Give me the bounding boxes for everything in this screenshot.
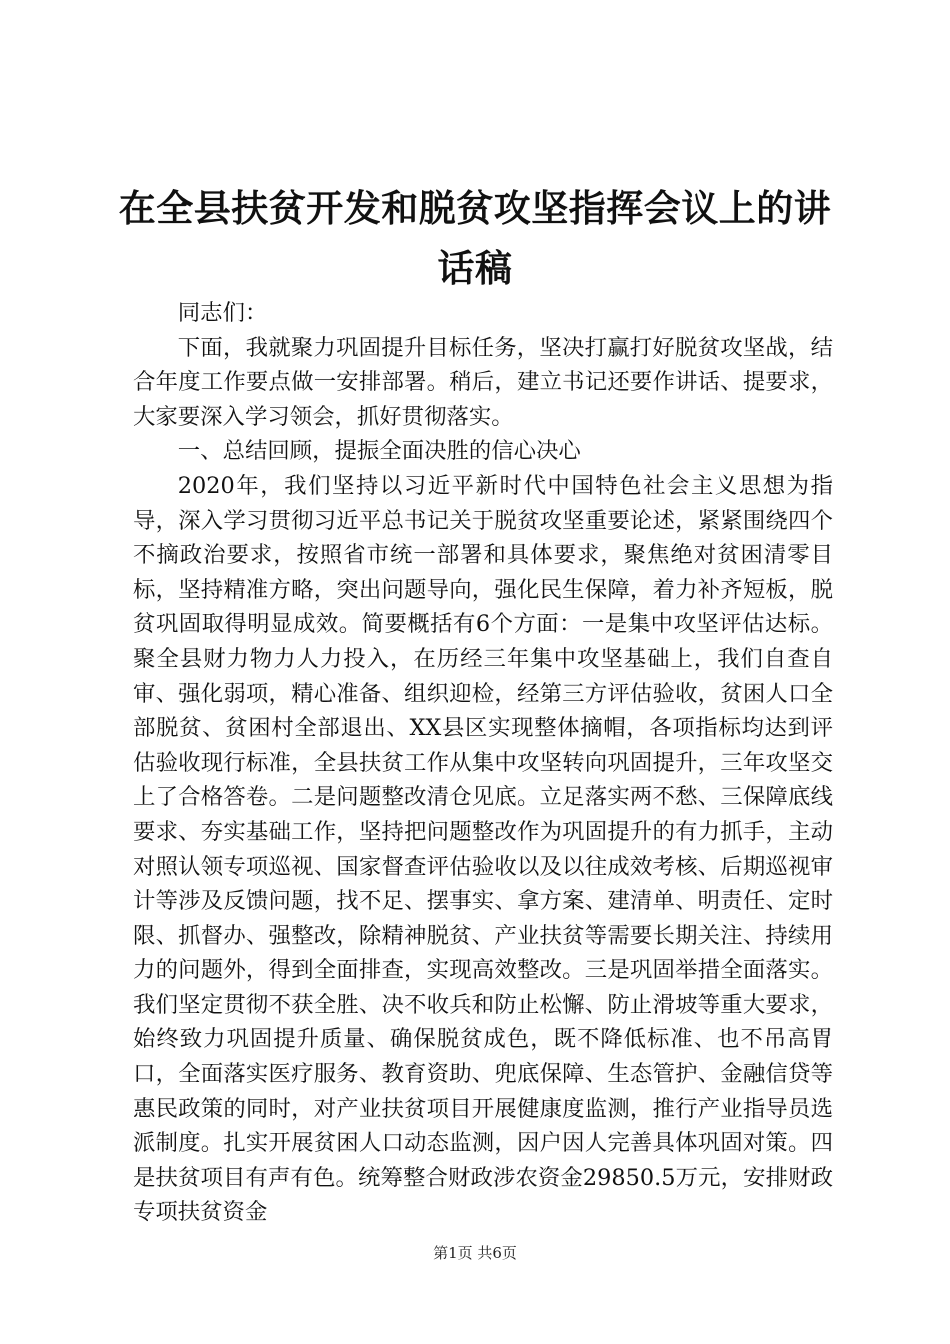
page-footer: 第1页 共6页 [433,1244,517,1262]
document-body [133,296,833,1230]
intro-paragraph: 下面，我就聚力巩固提升目标任务，坚决打赢打好脱贫攻坚战，结合年度工作要点做一安排部署。稍后，建立书记还要作讲话、提要求，大家要深入学习领会，抓好贯彻落实。 [133,334,833,430]
document-title: 在全县扶贫开发和脱贫攻坚指挥会议上的讲话稿 [118,186,832,290]
salutation-paragraph: 同志们： [177,300,268,326]
section-heading: 一、总结回顾，提振全面决胜的信心决心 [177,438,581,465]
body-paragraph: 2020年，我们坚持以习近平新时代中国特色社会主义思想为指导，深入学习贯彻习近平总书记关于脱贫攻坚重要论述，紧紧围绕四个不摘政治要求，按照省市统一部署和具体要求，聚焦绝对贫困清零目标，坚持精准方略，突出问题导向，强化民生保障，着力补齐短板，脱贫巩固取得明显成效。简要概括有6个方面：一是集中攻坚评估达标。聚全县财力物力人力投入，在历经三年集中攻坚基础上，我们自查自审、强化弱项，精心准备、组织迎检，经第三方评估验收，贫困人口全部脱贫、贫困村全部退出、XX县区实现整体摘帽，各项指标均达到评估验收现行标准，全县扶贫工作从集中攻坚转向巩固提升，三年攻坚交上了合格答卷。二是问题整改清仓见底。立足落实两不愁、三保障底线要求、夯实基础工作，坚持把问题整改作为巩固提升的有力抓手，主动对照认领专项巡视、国家督查评估验收以及以往成效考核、后期巡视审计等涉及反馈问题，找不足、摆事实、拿方案、建清单、明责任、定时限、抓督办、强整改，除精神脱贫、产业扶贫等需要长期关注、持续用力的问题外，得到全面排查，实现高效整改。三是巩固举措全面落实。我们坚定贯彻不获全胜、决不收兵和防止松懈、防止滑坡等重大要求，始终致力巩固提升质量、确保脱贫成色，既不降低标准、也不吊高胃口，全面落实医疗服务、教育资助、兜底保障、生态管护、金融信贷等惠民政策的同时，对产业扶贫项目开展健康度监测，推行产业指导员选派制度。扎实开展贫困人口动态监测，因户因人完善具体巩固对策。四是扶贫项目有声有色。统筹整合财政涉农资金29850.5万元，安排财政专项扶贫资金 [133,472,833,1226]
